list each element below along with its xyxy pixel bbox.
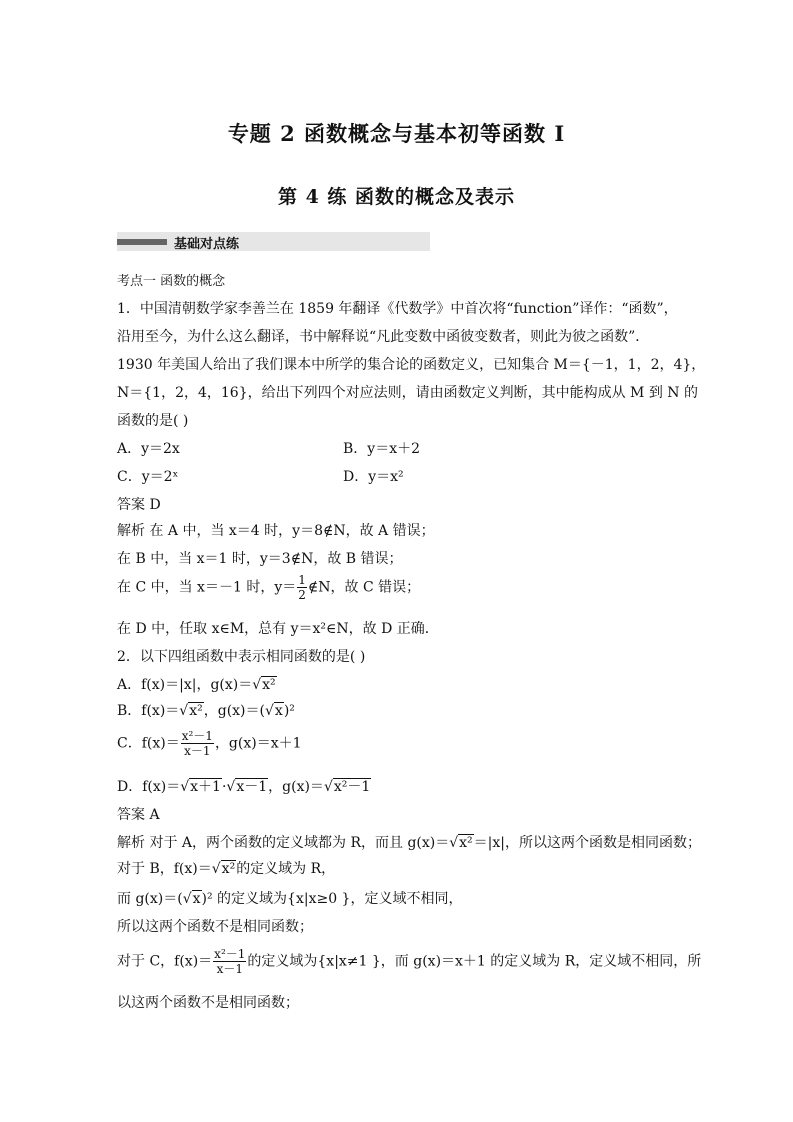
q2-explain-3-post: )² 的定义域为{x|x≥0 }，定义域不相同， — [201, 891, 463, 907]
sqrt-symbol: √x² — [179, 703, 203, 719]
sqrt-symbol: √x — [264, 703, 283, 719]
sqrt-symbol: √x² — [211, 861, 236, 877]
q2-option-a-text: A．f(x)＝|x|，g(x)＝ — [117, 677, 253, 693]
q2-explain-5 — [117, 948, 701, 975]
sqrt-symbol: √x² — [252, 677, 276, 693]
q2-option-b-text: B．f(x)＝ — [117, 703, 180, 719]
q1-line-3: 1930 年美国人给出了我们课本中所学的集合论的函数定义，已知集合 M＝{－1，1，2，4}， — [117, 357, 706, 373]
fraction-numerator: x²－1 — [181, 729, 213, 743]
radicand: x² — [262, 677, 276, 693]
sqrt-symbol: √x — [182, 891, 201, 907]
q1-line-4: N＝{1，2，4，16}，给出下列四个对应法则，请由函数定义判断，其中能构成从 M 到 N 的 — [117, 385, 698, 401]
q1-option-c: C．y＝2ˣ — [117, 469, 179, 485]
q2-stem: 2．以下四组函数中表示相同函数的是( ) — [117, 649, 366, 665]
q2-option-b-post: )² — [283, 703, 295, 719]
section-label: 基础对点练 — [174, 237, 240, 252]
fraction-numerator: x²－1 — [214, 947, 246, 961]
fraction-one-half — [297, 574, 307, 601]
q2-explain-2-pre: 对于 B，f(x)＝ — [117, 861, 212, 877]
q1-option-d: D．y＝x² — [343, 469, 404, 485]
q2-explain-1-post: ＝|x|，所以这两个函数是相同函数； — [473, 835, 702, 851]
q2-explain-3-pre: 而 g(x)＝( — [117, 891, 183, 907]
q1-line-5: 函数的是( ) — [117, 413, 189, 429]
q2-explain-6: 以这两个函数不是相同函数； — [117, 995, 299, 1011]
q2-option-d-mid: ，g(x)＝ — [268, 779, 324, 795]
q1-analysis-1: 解析 在 A 中，当 x＝4 时，y＝8∉N，故 A 错误； — [117, 523, 435, 539]
fraction-denominator: x－1 — [184, 744, 211, 758]
chapter-title: 专题 2 函数概念与基本初等函数 Ⅰ — [227, 121, 566, 146]
radicand: x－1 — [236, 779, 268, 795]
q2-answer: 答案 A — [117, 807, 160, 823]
q1-analysis-3-post: ∉N，故 C 错误； — [307, 579, 421, 596]
dot-operator: · — [221, 779, 227, 795]
radicand: x＋1 — [190, 779, 221, 795]
q2-explain-3 — [117, 888, 462, 908]
q1-analysis-4: 在 D 中，任取 x∈M，总有 y＝x²∈N，故 D 正确． — [117, 621, 439, 637]
radicand: x — [192, 891, 201, 907]
q2-option-b-mid: ，g(x)＝( — [203, 703, 265, 719]
radicand: x — [274, 703, 283, 719]
q2-option-d — [117, 776, 371, 796]
fraction-denominator: 2 — [298, 588, 306, 602]
q2-explain-2 — [117, 858, 335, 878]
radicand: x²－1 — [333, 779, 371, 795]
q1-line-1: 1．中国清朝数学家李善兰在 1859 年翻译《代数学》中首次将“function”译作：“函数”， — [117, 301, 678, 317]
fraction — [181, 730, 214, 757]
q2-option-c-post: ，g(x)＝x＋1 — [214, 735, 302, 752]
radicand: x² — [189, 703, 203, 719]
q1-line-2: 沿用至今，为什么这么翻译，书中解释说“凡此变数中函彼变数者，则此为彼之函数”． — [117, 329, 650, 345]
q2-option-d-text: D．f(x)＝ — [117, 779, 181, 795]
section-header — [117, 232, 430, 251]
q2-explain-1 — [117, 832, 701, 852]
lesson-title: 第 4 练 函数的概念及表示 — [277, 186, 516, 208]
fraction — [213, 948, 246, 975]
q1-option-a: A．y＝2x — [117, 441, 180, 457]
q2-explain-5-post: 的定义域为{x|x≠1 }，而 g(x)＝x＋1 的定义域为 R，定义域不相同，所 — [247, 953, 702, 970]
q2-explain-5-pre: 对于 C，f(x)＝ — [117, 953, 213, 970]
q1-analysis-2: 在 B 中，当 x＝1 时，y＝3∉N，故 B 错误； — [117, 551, 403, 567]
q2-option-b — [117, 700, 295, 720]
q2-explain-2-post: 的定义域为 R， — [236, 861, 336, 877]
q2-option-a — [117, 674, 277, 694]
radicand: x² — [459, 835, 473, 851]
section-bar-marker — [117, 239, 167, 245]
sqrt-symbol: √x＋1 — [180, 779, 221, 795]
fraction-denominator: x－1 — [216, 962, 243, 976]
q2-option-c — [117, 730, 302, 757]
topic-heading: 考点一 函数的概念 — [117, 274, 226, 289]
q1-analysis-3 — [117, 574, 420, 601]
sqrt-symbol: √x²－1 — [323, 779, 371, 795]
radicand: x² — [221, 861, 236, 877]
q2-explain-4: 所以这两个函数不是相同函数； — [117, 919, 313, 935]
fraction-numerator: 1 — [298, 573, 306, 587]
sqrt-symbol: √x－1 — [226, 779, 268, 795]
q2-option-c-text: C．f(x)＝ — [117, 735, 180, 752]
q1-option-b: B．y＝x＋2 — [343, 441, 420, 457]
q1-answer: 答案 D — [117, 497, 161, 513]
q2-explain-1-pre: 解析 对于 A，两个函数的定义域都为 R，而且 g(x)＝ — [117, 835, 450, 851]
q1-analysis-3-pre: 在 C 中，当 x＝－1 时，y＝ — [117, 579, 297, 596]
sqrt-symbol: √x² — [449, 835, 473, 851]
